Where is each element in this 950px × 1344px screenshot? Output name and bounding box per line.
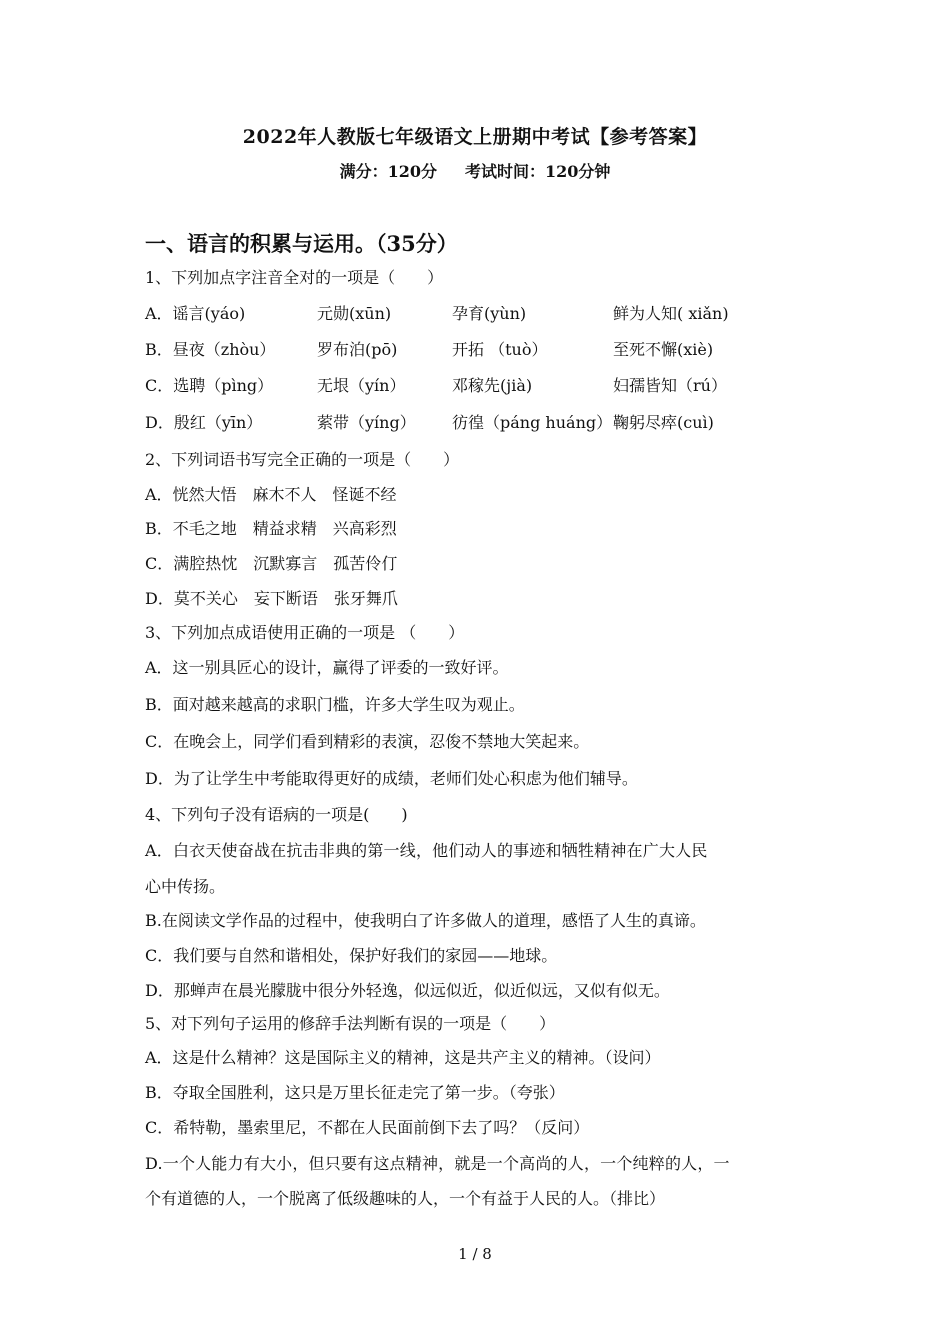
q4-option-c: C．我们要与自然和谐相处，保护好我们的家园——地球。: [145, 946, 558, 965]
section-heading: 一、语言的积累与运用。（35分）: [145, 231, 458, 256]
exam-time: 考试时间：120分钟: [465, 162, 611, 181]
q5-option-a: A．这是什么精神？这是国际主义的精神，这是共产主义的精神。（设问）: [145, 1048, 661, 1067]
q1-c-3: 邓稼先(jià): [452, 376, 533, 395]
q1-b-2: 罗布泊(pō): [317, 340, 398, 359]
q1-b-4: 至死不懈(xiè): [613, 340, 714, 359]
q1-b-1: B．昼夜（zhòu）: [145, 340, 276, 359]
q2-option-c: C．满腔热忱 沉默寡言 孤苦伶仃: [145, 554, 398, 573]
page-number: 1 / 8: [458, 1245, 492, 1263]
q5-option-d-cont: 个有道德的人，一个脱离了低级趣味的人，一个有益于人民的人。（排比）: [145, 1189, 666, 1208]
q1-a-3: 孕育(yùn): [452, 304, 527, 323]
q3-stem: 3、下列加点成语使用正确的一项是 （ ）: [145, 623, 465, 642]
exam-info: [0, 159, 950, 182]
q3-option-c: C．在晚会上，同学们看到精彩的表演，忍俊不禁地大笑起来。: [145, 732, 590, 751]
q1-c-2: 无垠（yín）: [317, 376, 406, 395]
q3-option-b: B．面对越来越高的求职门槛，许多大学生叹为观止。: [145, 695, 525, 714]
q2-option-a: A．恍然大悟 麻木不人 怪诞不经: [145, 485, 397, 504]
q1-d-2: 萦带（yíng）: [317, 413, 416, 432]
full-score: 满分：120分: [339, 162, 437, 181]
q2-stem: 2、下列词语书写完全正确的一项是（ ）: [145, 450, 460, 469]
q2-option-d: D．莫不关心 妄下断语 张牙舞爪: [145, 589, 398, 608]
q5-stem: 5、对下列句子运用的修辞手法判断有误的一项是（ ）: [145, 1014, 556, 1033]
q4-option-a-cont: 心中传扬。: [145, 877, 226, 896]
q3-option-d: D．为了让学生中考能取得更好的成绩，老师们处心积虑为他们辅导。: [145, 769, 638, 788]
q1-a-2: 元勋(xūn): [317, 304, 392, 323]
q1-stem: 1、下列加点字注音全对的一项是（ ）: [145, 268, 444, 287]
q1-b-3: 开拓 （tuò）: [452, 340, 548, 359]
q2-option-b: B．不毛之地 精益求精 兴高彩烈: [145, 519, 397, 538]
q1-d-4: 鞠躬尽瘁(cuì): [613, 413, 714, 432]
q4-option-a: A．白衣天使奋战在抗击非典的第一线，他们动人的事迹和牺牲精神在广大人民: [145, 841, 708, 860]
q1-a-1: A．谣言(yáo): [145, 304, 246, 323]
q1-c-1: C．选聘（pìng）: [145, 376, 274, 395]
q1-d-1: D．殷红（yīn）: [145, 413, 263, 432]
q3-option-a: A．这一别具匠心的设计，赢得了评委的一致好评。: [145, 658, 509, 677]
exam-title: 2022年人教版七年级语文上册期中考试【参考答案】: [242, 126, 708, 148]
q4-option-d: D．那蝉声在晨光朦胧中很分外轻逸，似远似近，似近似远，又似有似无。: [145, 981, 670, 1000]
q1-d-3: 彷徨（páng huáng）: [452, 413, 613, 432]
q1-c-4: 妇孺皆知（rú）: [613, 376, 727, 395]
q5-option-c: C．希特勒，墨索里尼，不都在人民面前倒下去了吗？（反问）: [145, 1118, 590, 1137]
q5-option-d: D.一个人能力有大小，但只要有这点精神，就是一个高尚的人，一个纯粹的人，一: [145, 1154, 730, 1173]
q4-stem: 4、下列句子没有语病的一项是( ): [145, 805, 408, 824]
q1-a-4: 鲜为人知( xiǎn): [613, 304, 729, 323]
q4-option-b: B.在阅读文学作品的过程中，使我明白了许多做人的道理，感悟了人生的真谛。: [145, 911, 706, 930]
q5-option-b: B．夺取全国胜利，这只是万里长征走完了第一步。（夸张）: [145, 1083, 565, 1102]
